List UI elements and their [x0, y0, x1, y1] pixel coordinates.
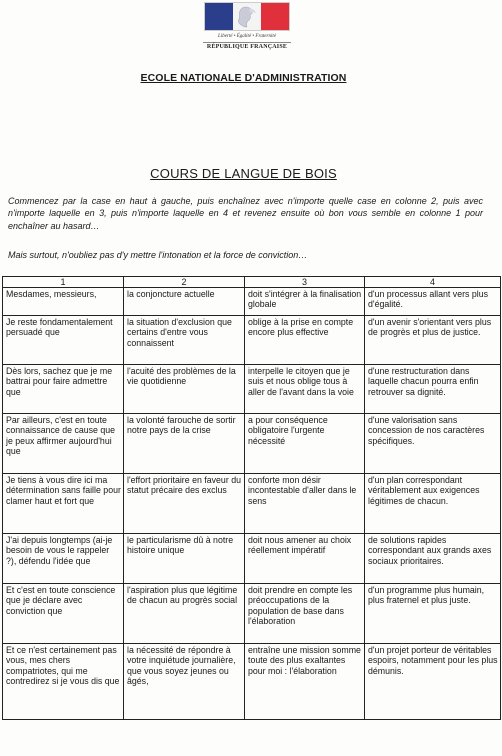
table-cell: d'un processus allant vers plus d'égalité.	[365, 288, 501, 316]
table-cell: J'ai depuis longtemps (ai-je besoin de vous le rappeler ?), défendu l'idée que	[3, 534, 124, 584]
table-cell: d'une restructuration dans laquelle chacun pourra enfin retrouver sa dignité.	[365, 365, 501, 414]
marianne-icon	[235, 6, 257, 28]
table-cell: a pour conséquence obligatoire l'urgente nécessité	[245, 414, 365, 474]
table-cell: oblige à la prise en compte encore plus effective	[245, 316, 365, 365]
table-cell: l'effort prioritaire en faveur du statut précaire des exclus	[124, 474, 245, 534]
table-row	[3, 288, 501, 316]
table-cell: la volonté farouche de sortir notre pays de la crise	[124, 414, 245, 474]
course-title: COURS DE LANGUE DE BOIS	[150, 166, 337, 181]
table-cell: le particularisme dû à notre histoire unique	[124, 534, 245, 584]
table-cell: interpelle le citoyen que je suis et nous oblige tous à aller de l'avant dans la voie	[245, 365, 365, 414]
table-cell: l'aspiration plus que légitime de chacun au progrès social	[124, 584, 245, 644]
table-cell: doit prendre en compte les préoccupations de la population de base dans l'élaboration	[245, 584, 365, 644]
table-cell: doit s'intégrer à la finalisation globale	[245, 288, 365, 316]
table-row	[3, 474, 501, 534]
republique-francaise-logo	[203, 2, 291, 50]
table-cell: Par ailleurs, c'est en toute connaissance de cause que je peux affirmer aujourd'hui que	[3, 414, 124, 474]
table-cell: doit nous amener au choix réellement impératif	[245, 534, 365, 584]
table-cell: Et c'est en toute conscience que je déclare avec conviction que	[3, 584, 124, 644]
column-header: 1	[3, 277, 124, 288]
table-row	[3, 584, 501, 644]
phrase-table	[2, 276, 501, 720]
table-cell: Je reste fondamentalement persuadé que	[3, 316, 124, 365]
table-cell: Et ce n'est certainement pas vous, mes chers compatriotes, qui me contredirez si je vous dis que	[3, 644, 124, 720]
column-header: 3	[245, 277, 365, 288]
table-header-row	[3, 277, 501, 288]
table-cell: d'un programme plus humain, plus fraternel et plus juste.	[365, 584, 501, 644]
table-row	[3, 414, 501, 474]
table-cell: la nécessité de répondre à votre inquiétude journalière, que vous soyez jeunes ou âgés,	[124, 644, 245, 720]
school-heading: ECOLE NATIONALE D'ADMINISTRATION	[140, 72, 347, 84]
note-paragraph: Mais surtout, n'oubliez pas d'y mettre l'intonation et la force de conviction…	[8, 250, 308, 260]
table-cell: la conjoncture actuelle	[124, 288, 245, 316]
republic-name: RÉPUBLIQUE FRANÇAISE	[203, 42, 291, 50]
table-cell: Je tiens à vous dire ici ma détermination sans faille pour clamer haut et fort que	[3, 474, 124, 534]
table-row	[3, 316, 501, 365]
table-cell: d'un avenir s'orientant vers plus de progrès et plus de justice.	[365, 316, 501, 365]
table-cell: Mesdames, messieurs,	[3, 288, 124, 316]
table-cell: la situation d'exclusion que certains d'entre vous connaissent	[124, 316, 245, 365]
table-cell: d'un plan correspondant véritablement aux exigences légitimes de chacun.	[365, 474, 501, 534]
table-row	[3, 534, 501, 584]
table-cell: conforte mon désir incontestable d'aller dans le sens	[245, 474, 365, 534]
table-cell: l'acuité des problèmes de la vie quotidienne	[124, 365, 245, 414]
table-row	[3, 365, 501, 414]
table-cell: de solutions rapides correspondant aux grands axes sociaux prioritaires.	[365, 534, 501, 584]
tricolor-flag	[204, 2, 290, 31]
table-cell: d'une valorisation sans concession de nos caractères spécifiques.	[365, 414, 501, 474]
column-header: 4	[365, 277, 501, 288]
table-cell: Dès lors, sachez que je me battrai pour faire admettre que	[3, 365, 124, 414]
republic-motto: Liberté • Égalité • Fraternité	[218, 34, 276, 39]
table-cell: entraîne une mission somme toute des plus exaltantes pour moi : l'élaboration	[245, 644, 365, 720]
table-row	[3, 644, 501, 720]
column-header: 2	[124, 277, 245, 288]
instructions-paragraph: Commencez par la case en haut à gauche, puis enchaînez avec n'importe quelle case en colonne 2, puis avec n'importe laquelle en 3, puis n'importe laquelle en 4 et revenez ensuite où bon vous semble en colonne 1 pour enchaîner au hasard…	[8, 196, 483, 231]
table-cell: d'un projet porteur de véritables espoirs, notamment pour les plus démunis.	[365, 644, 501, 720]
